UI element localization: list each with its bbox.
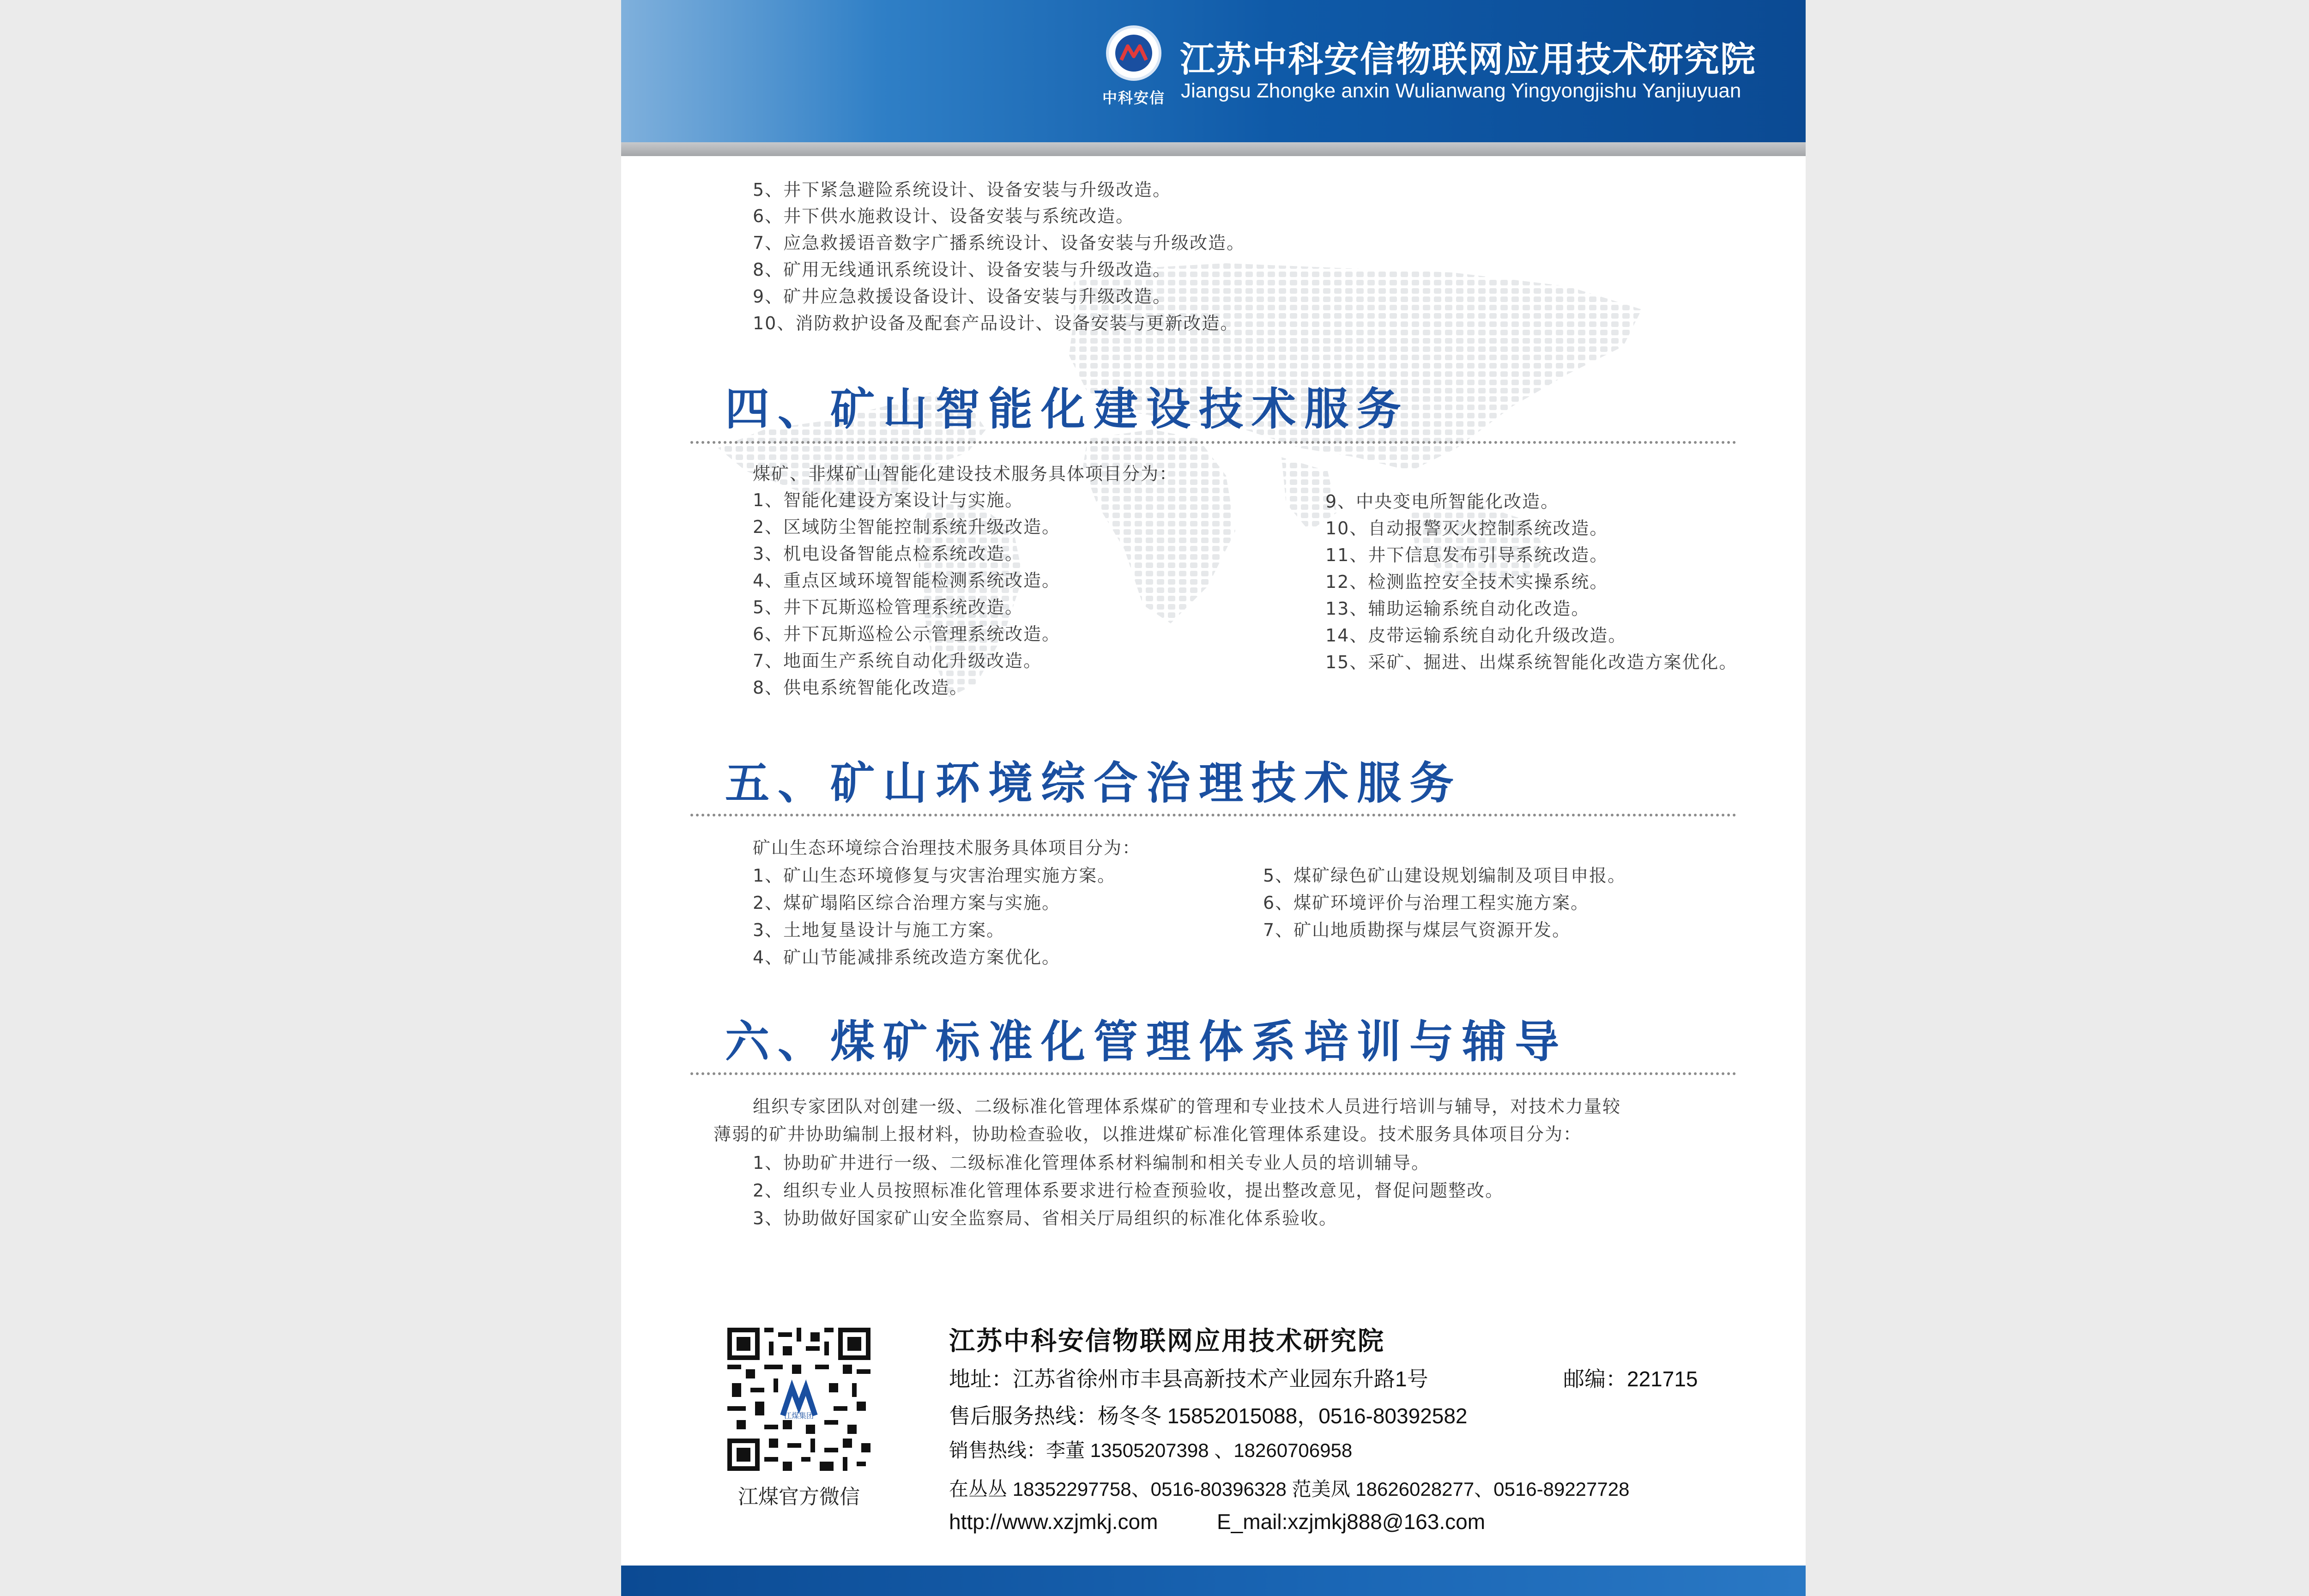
s4-right-item-15: 15、采矿、掘进、出煤系统智能化改造方案优化。 [1325, 652, 1738, 672]
qr-label: 江煤官方微信 [738, 1485, 860, 1509]
contact-email[interactable]: E_mail:xzjmkj888@163.com [1217, 1510, 1486, 1534]
section4-intro: 煤矿、非煤矿山智能化建设技术服务具体项目分为： [753, 464, 1178, 484]
s4-right-item-12: 12、检测监控安全技术实操系统。 [1325, 572, 1608, 592]
brochure-page [621, 0, 1806, 1596]
section6-title: 六、煤矿标准化管理体系培训与辅导 [725, 1016, 1567, 1068]
s3-item-5: 5、井下紧急避险系统设计、设备安装与升级改造。 [753, 180, 1172, 200]
s5-right-item-5: 5、煤矿绿色矿山建设规划编制及项目申报。 [1263, 865, 1626, 886]
contact-website[interactable]: http://www.xzjmkj.com [949, 1510, 1158, 1534]
contact-sales-hotline: 销售热线：李董 13505207398 、18260706958 [949, 1439, 1353, 1461]
s6-item-3: 3、协助做好国家矿山安全监察局、省相关厅局组织的标准化体系验收。 [753, 1208, 1338, 1228]
s5-left-item-4: 4、矿山节能减排系统改造方案优化。 [753, 947, 1061, 967]
contact-service-hotline: 售后服务热线：杨冬冬 15852015088，0516-80392582 [949, 1404, 1468, 1428]
s4-left-item-6: 6、井下瓦斯巡检公示管理系统改造。 [753, 624, 1061, 644]
s5-left-item-3: 3、土地复垦设计与施工方案。 [753, 920, 1005, 940]
contact-address: 地址：江苏省徐州市丰县高新技术产业园东升路1号 [949, 1367, 1428, 1391]
s5-left-item-2: 2、煤矿塌陷区综合治理方案与实施。 [753, 893, 1061, 913]
header-banner [621, 0, 1806, 142]
s4-right-item-11: 11、井下信息发布引导系统改造。 [1325, 545, 1608, 565]
s5-right-item-6: 6、煤矿环境评价与治理工程实施方案。 [1263, 893, 1590, 913]
section5-divider [690, 814, 1736, 816]
section6-paragraph-line2: 薄弱的矿井协助编制上报材料，协助检查验收，以推进煤矿标准化管理体系建设。技术服务具体项目分为： [713, 1124, 1582, 1144]
s6-item-2: 2、组织专业人员按照标准化管理体系要求进行检查预验收，提出整改意见，督促问题整改。 [753, 1180, 1504, 1201]
footer-bar [621, 1566, 1806, 1596]
s3-item-9: 9、矿井应急救援设备设计、设备安装与升级改造。 [753, 286, 1172, 307]
contact-postcode: 邮编：221715 [1563, 1367, 1698, 1391]
section6-divider [690, 1072, 1736, 1075]
s3-item-6: 6、井下供水施救设计、设备安装与系统改造。 [753, 206, 1135, 226]
s4-left-item-7: 7、地面生产系统自动化升级改造。 [753, 651, 1042, 671]
s6-item-1: 1、协助矿井进行一级、二级标准化管理体系材料编制和相关专业人员的培训辅导。 [753, 1153, 1430, 1173]
section4-divider [690, 441, 1736, 444]
header-divider [621, 142, 1806, 156]
s4-left-item-4: 4、重点区域环境智能检测系统改造。 [753, 570, 1061, 591]
org-name-en: Jiangsu Zhongke anxin Wulianwang Yingyongjishu Yanjiuyuan [1181, 79, 1741, 102]
s4-left-item-8: 8、供电系统智能化改造。 [753, 677, 968, 698]
logo-text: 中科安信 [1102, 89, 1165, 107]
contact-persons: 在丛丛 18352297758、0516-80396328 范美凤 18626028277、0516-89227728 [949, 1478, 1630, 1500]
s3-item-10: 10、消防救护设备及配套产品设计、设备安装与更新改造。 [753, 313, 1239, 333]
s3-item-8: 8、矿用无线通讯系统设计、设备安装与升级改造。 [753, 260, 1172, 280]
s4-right-item-14: 14、皮带运输系统自动化升级改造。 [1325, 625, 1627, 646]
logo [1099, 25, 1168, 118]
s5-right-item-7: 7、矿山地质勘探与煤层气资源开发。 [1263, 920, 1571, 940]
s4-right-item-13: 13、辅助运输系统自动化改造。 [1325, 598, 1590, 619]
s5-left-item-1: 1、矿山生态环境修复与灾害治理实施方案。 [753, 865, 1116, 886]
section5-title: 五、矿山环境综合治理技术服务 [725, 757, 1462, 809]
section5-intro: 矿山生态环境综合治理技术服务具体项目分为： [753, 838, 1141, 858]
qr-center-text: 江煤集团 [784, 1411, 814, 1420]
s4-left-item-1: 1、智能化建设方案设计与实施。 [753, 490, 1024, 510]
logo-emblem-icon [1106, 25, 1161, 81]
s3-item-7: 7、应急救援语音数字广播系统设计、设备安装与升级改造。 [753, 233, 1245, 253]
section4-title: 四、矿山智能化建设技术服务 [725, 383, 1409, 435]
org-name-cn: 江苏中科安信物联网应用技术研究院 [1180, 39, 1756, 80]
s4-right-item-10: 10、自动报警灭火控制系统改造。 [1325, 518, 1608, 538]
s4-right-item-9: 9、中央变电所智能化改造。 [1325, 491, 1559, 512]
wechat-qr-code-icon [727, 1328, 870, 1471]
section6-paragraph-line1: 组织专家团队对创建一级、二级标准化管理体系煤矿的管理和专业技术人员进行培训与辅导，对技术力量较 [753, 1096, 1621, 1117]
s4-left-item-2: 2、区域防尘智能控制系统升级改造。 [753, 517, 1061, 537]
s4-left-item-3: 3、机电设备智能点检系统改造。 [753, 544, 1024, 564]
s4-left-item-5: 5、井下瓦斯巡检管理系统改造。 [753, 597, 1024, 617]
contact-org-name: 江苏中科安信物联网应用技术研究院 [949, 1326, 1385, 1356]
